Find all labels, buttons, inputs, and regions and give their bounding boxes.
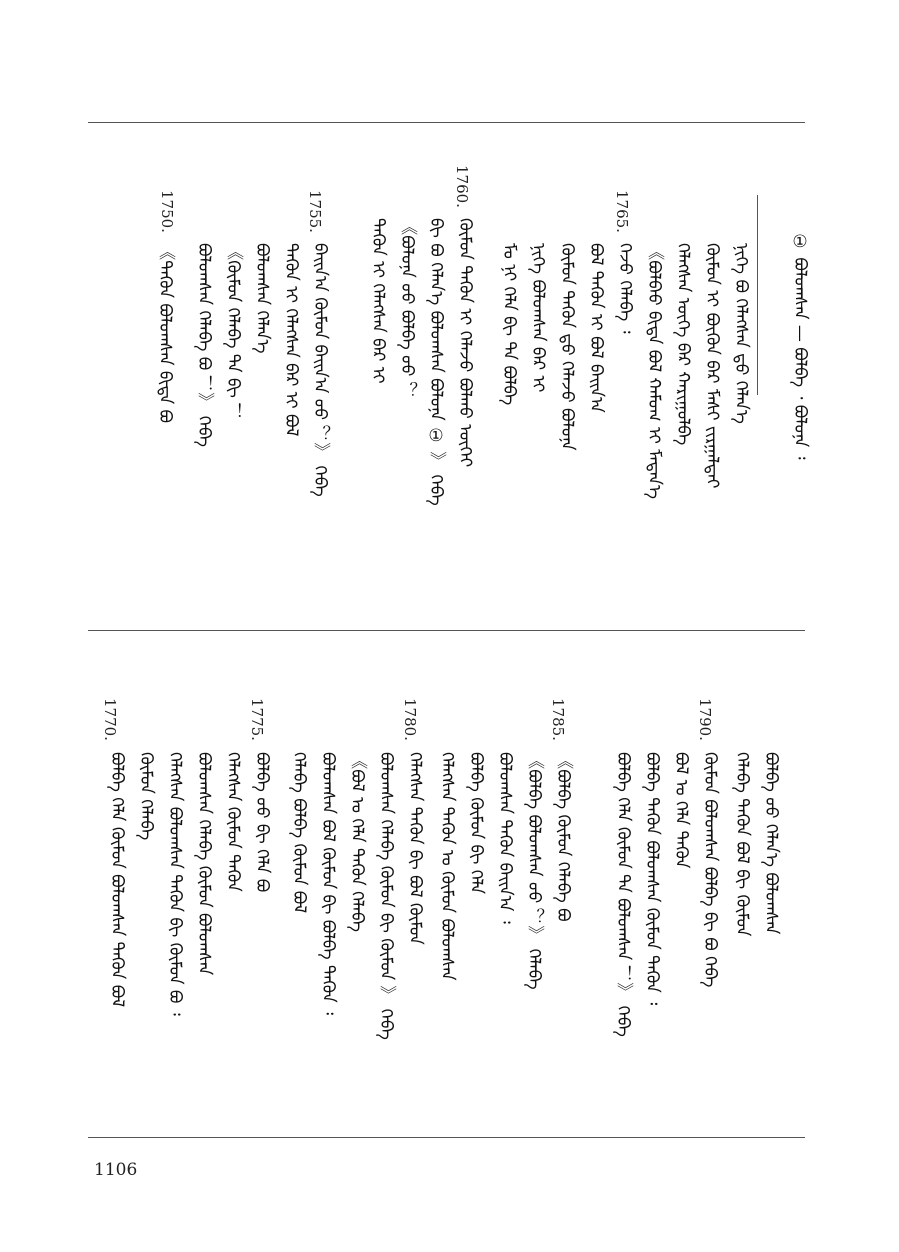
- line-number: 1750.: [158, 190, 176, 233]
- top-rule: [88, 122, 805, 123]
- page-number: 1106: [94, 1160, 138, 1180]
- middle-rule: [88, 630, 805, 631]
- footnote-text: ① ᠪᠣᠯᠤᠭᠰᠠᠨ — ᠪᠣᠯᠪᠠ ᠂ ᠪᠣᠯᠤᠨᠠ ᠄: [790, 232, 810, 460]
- line-number: 1790.: [696, 698, 714, 741]
- line-number: 1765.: [613, 190, 631, 233]
- line-number: 1775.: [248, 698, 266, 741]
- line-number: 1785.: [549, 698, 567, 741]
- footnote-rule: [757, 195, 758, 395]
- line-number: 1770.: [101, 698, 119, 741]
- line-number: 1780.: [401, 698, 419, 741]
- line-number: 1755.: [306, 190, 324, 233]
- line-number: 1760.: [453, 165, 471, 208]
- bottom-rule: [88, 1137, 805, 1138]
